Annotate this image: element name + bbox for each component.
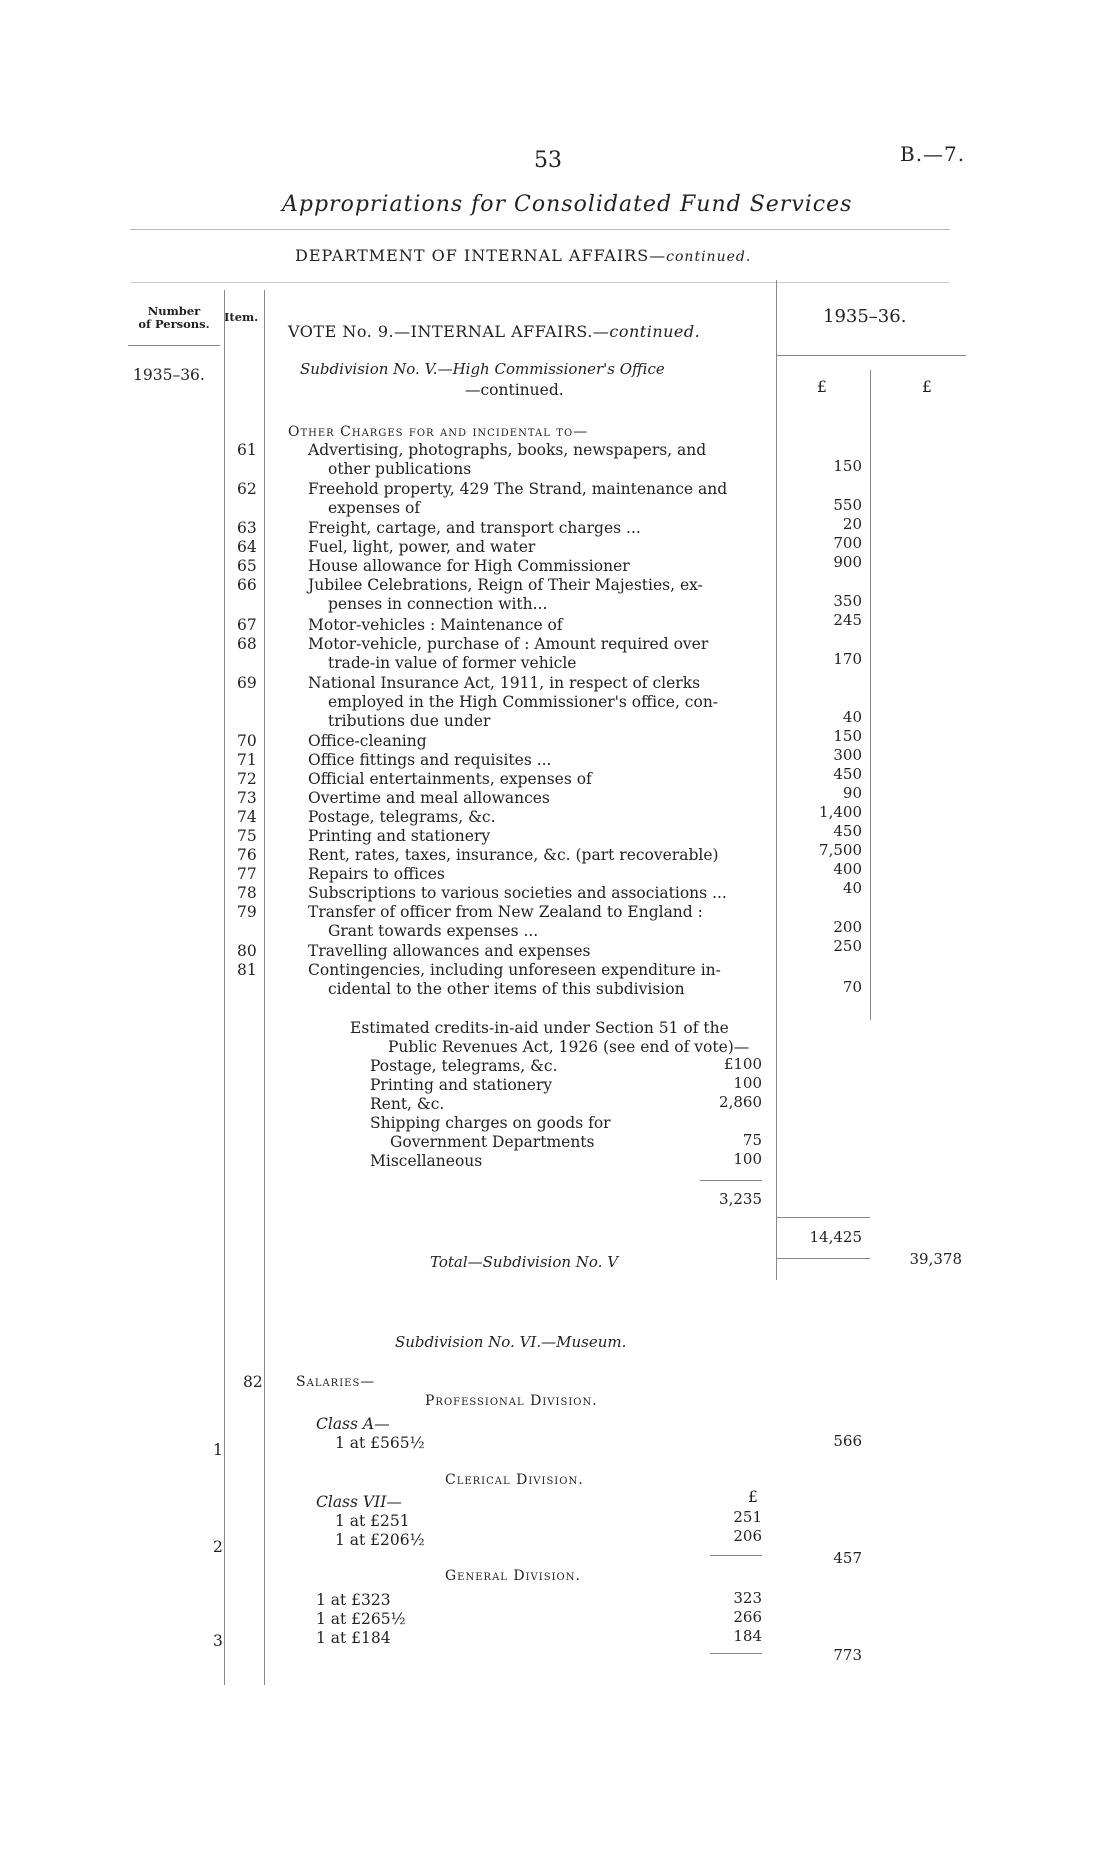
item-amount: 700 — [833, 534, 862, 552]
item-amount: 1,400 — [819, 803, 862, 821]
class-a-persons: 1 — [213, 1441, 223, 1459]
general-rate: 1 at £323 — [316, 1591, 391, 1609]
general-division-heading: General Division. — [445, 1568, 581, 1584]
item-amount: 350 — [833, 592, 862, 610]
page-reference: B.—7. — [900, 142, 966, 166]
subdivision-5-total-label: Total—Subdivision No. V — [430, 1253, 619, 1271]
item-amount: 40 — [842, 879, 862, 897]
item-number: 66 — [237, 576, 257, 594]
item-description: Repairs to offices — [308, 865, 445, 883]
item-number: 77 — [237, 865, 257, 883]
professional-division-heading: Professional Division. — [425, 1393, 598, 1409]
pound-header-1: £ — [817, 378, 827, 396]
item-amount: 245 — [833, 611, 862, 629]
general-persons: 3 — [213, 1632, 223, 1650]
credit-label: Rent, &c. — [370, 1095, 445, 1113]
pound-sign: £ — [748, 1488, 758, 1506]
item-number: 73 — [237, 789, 257, 807]
vote-continued: continued. — [609, 322, 701, 341]
item-description-cont: Grant towards expenses ... — [328, 922, 539, 940]
item-number: 80 — [237, 942, 257, 960]
credit-amount: £100 — [723, 1055, 762, 1073]
clerical-division-heading: Clerical Division. — [445, 1472, 584, 1488]
item-description-cont: cidental to the other items of this subdivision — [328, 980, 685, 998]
item-number: 65 — [237, 557, 257, 575]
item-number: 82 — [243, 1373, 263, 1391]
item-description: Jubilee Celebrations, Reign of Their Majesties, ex- — [308, 576, 703, 594]
item-amount: 40 — [842, 708, 862, 726]
year-column-header: 1935–36. — [823, 306, 907, 327]
credits-intro: Estimated credits-in-aid under Section 51 of the — [350, 1019, 729, 1037]
item-amount: 20 — [842, 515, 862, 533]
item-amount: 450 — [833, 765, 862, 783]
item-amount: 170 — [833, 650, 862, 668]
department-heading — [295, 246, 751, 265]
clerical-persons: 2 — [213, 1538, 223, 1556]
item-description: Travelling allowances and expenses — [308, 942, 591, 960]
item-number: 81 — [237, 961, 257, 979]
clerical-total: 457 — [833, 1549, 862, 1567]
item-description: Fuel, light, power, and water — [308, 538, 536, 556]
class-a-amount: 566 — [833, 1432, 862, 1450]
general-amount: 184 — [733, 1627, 762, 1645]
item-description: Rent, rates, taxes, insurance, &c. (part recoverable) — [308, 846, 719, 864]
general-amount: 266 — [733, 1608, 762, 1626]
persons-header-line2: of Persons. — [138, 317, 210, 331]
persons-year: 1935–36. — [133, 366, 205, 384]
item-description: Transfer of officer from New Zealand to England : — [308, 903, 703, 921]
salaries-heading: Salaries— — [296, 1374, 376, 1390]
item-number: 71 — [237, 751, 257, 769]
item-number: 64 — [237, 538, 257, 556]
credit-label-cont: Government Departments — [390, 1133, 595, 1151]
item-number: 76 — [237, 846, 257, 864]
item-description-cont: penses in connection with... — [328, 595, 548, 613]
credits-intro-cont: Public Revenues Act, 1926 (see end of vote)— — [388, 1038, 750, 1056]
credit-label: Shipping charges on goods for — [370, 1114, 611, 1132]
credit-amount: 100 — [733, 1074, 762, 1092]
item-description: Motor-vehicles : Maintenance of — [308, 616, 563, 634]
subdivision-5-continued: —continued. — [465, 381, 564, 399]
clerical-rate: 1 at £206½ — [335, 1531, 425, 1549]
item-description: Freight, cartage, and transport charges ... — [308, 519, 641, 537]
item-amount: 200 — [833, 918, 862, 936]
class-a-heading: Class A— — [316, 1415, 390, 1433]
subdivision-5-subtotal: 14,425 — [809, 1228, 862, 1246]
item-amount: 70 — [842, 978, 862, 996]
item-number: 62 — [237, 480, 257, 498]
item-amount: 900 — [833, 553, 862, 571]
item-amount: 90 — [842, 784, 862, 802]
item-description: House allowance for High Commissioner — [308, 557, 630, 575]
item-number: 61 — [237, 441, 257, 459]
item-description: National Insurance Act, 1911, in respect of clerks — [308, 674, 701, 692]
item-amount: 300 — [833, 746, 862, 764]
other-charges-heading: Other Charges for and incidental to— — [288, 424, 589, 440]
clerical-amount: 251 — [733, 1508, 762, 1526]
persons-column-header — [128, 305, 220, 331]
item-description-cont: trade-in value of former vehicle — [328, 654, 577, 672]
credit-label: Postage, telegrams, &c. — [370, 1057, 558, 1075]
item-amount: 450 — [833, 822, 862, 840]
credit-label: Miscellaneous — [370, 1152, 483, 1170]
vote-title: VOTE No. 9.—INTERNAL AFFAIRS.— — [288, 322, 610, 341]
item-description: Overtime and meal allowances — [308, 789, 550, 807]
credit-amount: 75 — [742, 1131, 762, 1149]
item-description: Printing and stationery — [308, 827, 491, 845]
credit-label: Printing and stationery — [370, 1076, 553, 1094]
item-amount: 550 — [833, 496, 862, 514]
item-description: Subscriptions to various societies and associations ... — [308, 884, 727, 902]
class-a-rate: 1 at £565½ — [335, 1434, 425, 1452]
department-continued: continued. — [666, 249, 752, 265]
item-amount: 400 — [833, 860, 862, 878]
credits-total: 3,235 — [719, 1190, 762, 1208]
item-number: 68 — [237, 635, 257, 653]
persons-header-line1: Number — [147, 304, 201, 318]
credit-amount: 100 — [733, 1150, 762, 1168]
item-description-cont: expenses of — [328, 499, 421, 517]
page-title: Appropriations for Consolidated Fund Services — [282, 192, 853, 217]
item-column-header: Item. — [224, 310, 259, 324]
item-description: Advertising, photographs, books, newspapers, and — [308, 441, 707, 459]
page-number: 53 — [534, 148, 562, 173]
clerical-rate: 1 at £251 — [335, 1512, 410, 1530]
item-description: Motor-vehicle, purchase of : Amount required over — [308, 635, 709, 653]
item-description-cont: employed in the High Commissioner's office, con- — [328, 693, 719, 711]
item-number: 69 — [237, 674, 257, 692]
item-amount: 150 — [833, 457, 862, 475]
general-amount: 323 — [733, 1589, 762, 1607]
item-description: Office-cleaning — [308, 732, 427, 750]
item-amount: 250 — [833, 937, 862, 955]
class-vii-heading: Class VII— — [316, 1493, 402, 1511]
item-number: 70 — [237, 732, 257, 750]
item-number: 63 — [237, 519, 257, 537]
subdivision-5-total: 39,378 — [909, 1250, 962, 1268]
item-number: 67 — [237, 616, 257, 634]
item-number: 78 — [237, 884, 257, 902]
pound-header-2: £ — [922, 378, 932, 396]
general-total: 773 — [833, 1646, 862, 1664]
item-description: Contingencies, including unforeseen expenditure in- — [308, 961, 721, 979]
general-rate: 1 at £184 — [316, 1629, 391, 1647]
subdivision-5-title: Subdivision No. V.—High Commissioner's Office — [300, 360, 665, 378]
vote-heading — [288, 322, 700, 341]
clerical-amount: 206 — [733, 1527, 762, 1545]
item-number: 79 — [237, 903, 257, 921]
item-description-cont: tributions due under — [328, 712, 491, 730]
department-name: DEPARTMENT OF INTERNAL AFFAIRS— — [295, 246, 667, 265]
item-description: Freehold property, 429 The Strand, maintenance and — [308, 480, 728, 498]
general-rate: 1 at £265½ — [316, 1610, 406, 1628]
item-description: Office fittings and requisites ... — [308, 751, 552, 769]
item-amount: 150 — [833, 727, 862, 745]
item-number: 72 — [237, 770, 257, 788]
subdivision-6-title: Subdivision No. VI.—Museum. — [395, 1333, 627, 1351]
credit-amount: 2,860 — [719, 1093, 762, 1111]
item-description-cont: other publications — [328, 460, 472, 478]
item-description: Official entertainments, expenses of — [308, 770, 592, 788]
item-number: 74 — [237, 808, 257, 826]
item-amount: 7,500 — [819, 841, 862, 859]
item-description: Postage, telegrams, &c. — [308, 808, 496, 826]
item-number: 75 — [237, 827, 257, 845]
